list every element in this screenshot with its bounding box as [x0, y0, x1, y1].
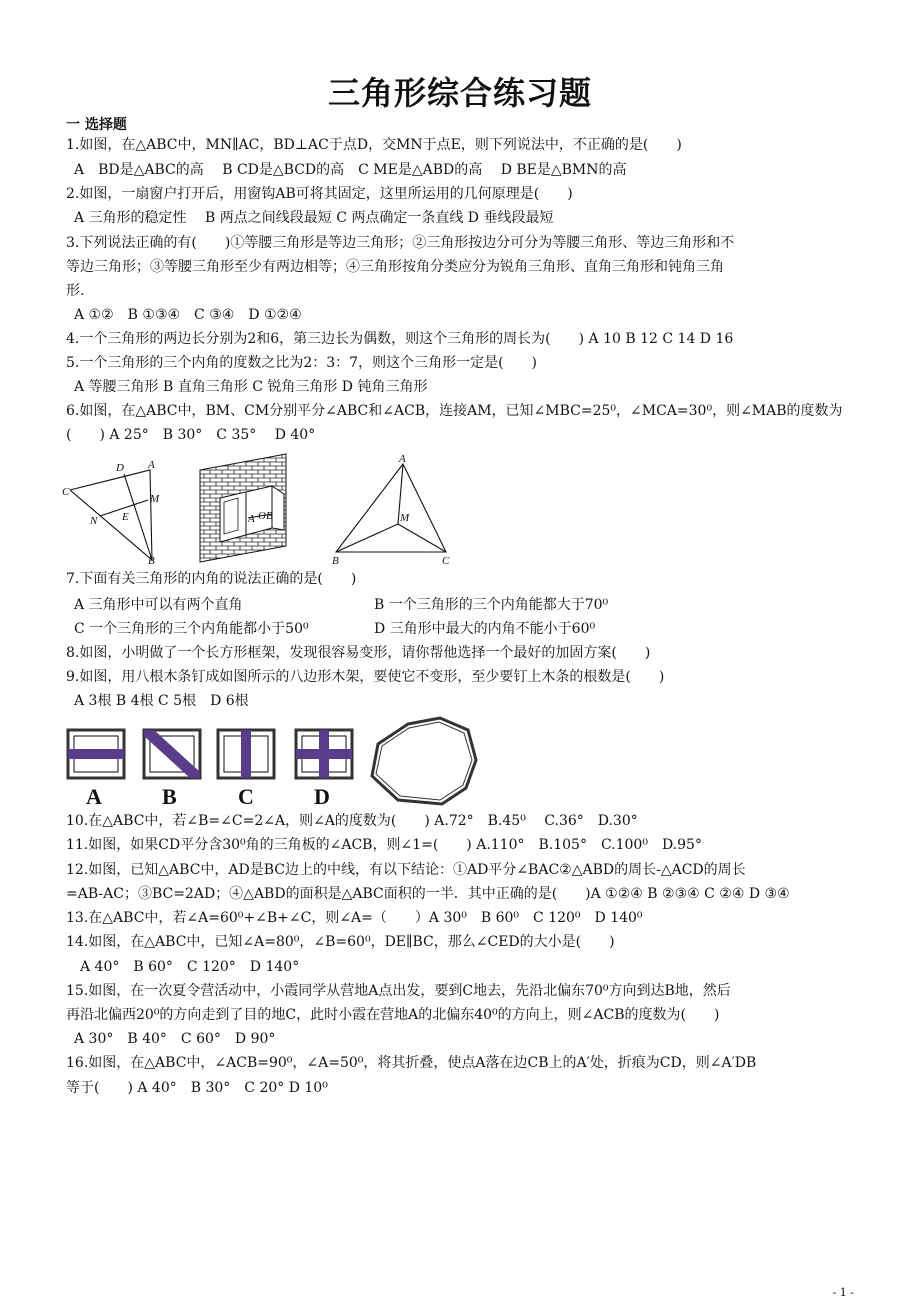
question-15-cont: 再沿北偏西20⁰的方向走到了目的地C，此时小霞在营地A的北偏东40⁰的方向上，则∠ACB的度数为( )	[66, 1007, 720, 1023]
question-11: 11.如图，如果CD平分含30⁰角的三角板的∠ACB，则∠1=( ) A.110° B.105° C.100⁰ D.95°	[66, 837, 702, 853]
triangle-figure-3	[326, 450, 456, 570]
frame-label-c: C	[238, 784, 254, 809]
question-16: 16.如图，在△ABC中，∠ACB=90⁰，∠A=50⁰，将其折叠，使点A落在边CB上的A′处，折痕为CD，则∠A′DB	[66, 1055, 757, 1071]
label-a: A	[399, 453, 406, 465]
frame-label-a: A	[86, 784, 102, 809]
frame-a	[68, 730, 124, 778]
question-5-options: A 等腰三角形 B 直角三角形 C 锐角三角形 D 钝角三角形	[74, 379, 428, 395]
question-13: 13.在△ABC中，若∠A=60⁰+∠B+∠C，则∠A=（ ）A 30⁰ B 60⁰ C 120⁰ D 140⁰	[66, 910, 643, 926]
label-a: A	[248, 513, 255, 525]
page-number: - 1 -	[832, 1286, 854, 1299]
question-12: 12.如图，已知△ABC中，AD是BC边上的中线，有以下结论：①AD平分∠BAC②△ABD的周长-△ACD的周长	[66, 862, 746, 878]
question-9-options: A 3根 B 4根 C 5根 D 6根	[74, 693, 249, 709]
frame-d	[296, 730, 352, 778]
label-b: B	[332, 555, 339, 567]
page-title: 三角形综合练习题	[327, 74, 592, 112]
question-12-cont: =AB-AC；③BC=2AD；④△ABD的面积是△ABC面积的一半．其中正确的是( )A ①②④ B ②③④ C ②④ D ③④	[66, 886, 790, 902]
label-m: M	[400, 512, 410, 524]
window-figure	[198, 450, 290, 564]
question-1-options: A BD是△ABC的高 B CD是△BCD的高 C ME是△ABD的高 D BE是△BMN的高	[74, 162, 627, 178]
question-14-options: A 40° B 60° C 120° D 140°	[80, 959, 300, 975]
question-4: 4.一个三角形的两边长分别为2和6，第三边长为偶数，则这个三角形的周长为( ) A 10 B 12 C 14 D 16	[66, 331, 734, 347]
frame-b	[144, 730, 200, 778]
question-6: 6.如图，在△ABC中，BM、CM分别平分∠ABC和∠ACB，连接AM，已知∠MBC=25⁰，∠MCA=30⁰，则∠MAB的度数为	[66, 403, 843, 419]
label-a: A	[148, 459, 155, 471]
frame-label-d: D	[314, 784, 330, 809]
question-15: 15.如图，在一次夏令营活动中，小霞同学从营地A点出发，要到C地去，先沿北偏东70⁰方向到达B地，然后	[66, 983, 731, 999]
question-7-option-c: C 一个三角形的三个内角能都小于50⁰	[74, 621, 309, 637]
question-14: 14.如图，在△ABC中，已知∠A=80⁰，∠B=60⁰，DE∥BC，那么∠CED的大小是( )	[66, 934, 615, 950]
question-7-option-d: D 三角形中最大的内角不能小于60⁰	[374, 621, 596, 637]
frame-c	[218, 730, 274, 778]
question-3: 3.下列说法正确的有( )①等腰三角形是等边三角形；②三角形按边分可分为等腰三角形、等边三角形和不	[66, 235, 735, 251]
question-2-options: A 三角形的稳定性 B 两点之间线段最短 C 两点确定一条直线 D 垂线段最短	[74, 210, 554, 226]
question-6-options: ( ) A 25° B 30° C 35° D 40°	[66, 427, 316, 443]
question-3-end: 形.	[66, 283, 85, 299]
frame-label-b: B	[162, 784, 177, 809]
question-3-options: A ①② B ①③④ C ③④ D ①②④	[74, 307, 302, 323]
question-7: 7.下面有关三角形的内角的说法正确的是( )	[66, 571, 357, 587]
label-c: C	[62, 486, 70, 498]
question-7-option-a: A 三角形中可以有两个直角	[74, 597, 243, 613]
question-16-cont: 等于( ) A 40° B 30° C 20° D 10⁰	[66, 1080, 328, 1096]
frames-figure	[60, 716, 490, 810]
question-2: 2.如图，一扇窗户打开后，用窗钩AB可将其固定，这里所运用的几何原理是( )	[66, 186, 573, 202]
section-heading: 一 选择题	[66, 117, 127, 133]
label-b: B	[266, 510, 273, 522]
label-m: M	[150, 493, 160, 505]
label-d: D	[116, 462, 124, 474]
question-5: 5.一个三角形的三个内角的度数之比为2：3：7，则这个三角形一定是( )	[66, 355, 538, 371]
question-8: 8.如图，小明做了一个长方形框架，发现很容易变形，请你帮他选择一个最好的加固方案( )	[66, 645, 651, 661]
question-7-option-b: B 一个三角形的三个内角能都大于70⁰	[374, 597, 609, 613]
label-b: B	[148, 555, 155, 567]
label-o: O	[258, 510, 266, 522]
label-c: C	[442, 555, 450, 567]
question-1: 1.如图，在△ABC中，MN∥AC，BD⊥AC于点D，交MN于点E，则下列说法中，不正确的是( )	[66, 137, 682, 153]
question-10: 10.在△ABC中，若∠B=∠C=2∠A，则∠A的度数为( ) A.72° B.45⁰ C.36° D.30°	[66, 813, 638, 829]
triangle-figure-1	[60, 456, 170, 568]
question-3-cont: 等边三角形；③等腰三角形至少有两边相等；④三角形按角分类应分为锐角三角形、直角三角形和钝角三角	[66, 259, 724, 275]
question-15-options: A 30° B 40° C 60° D 90°	[74, 1031, 276, 1047]
label-e: E	[122, 511, 129, 523]
question-9: 9.如图，用八根木条钉成如图所示的八边形木架，要使它不变形，至少要钉上木条的根数是( )	[66, 669, 665, 685]
label-n: N	[90, 515, 98, 527]
